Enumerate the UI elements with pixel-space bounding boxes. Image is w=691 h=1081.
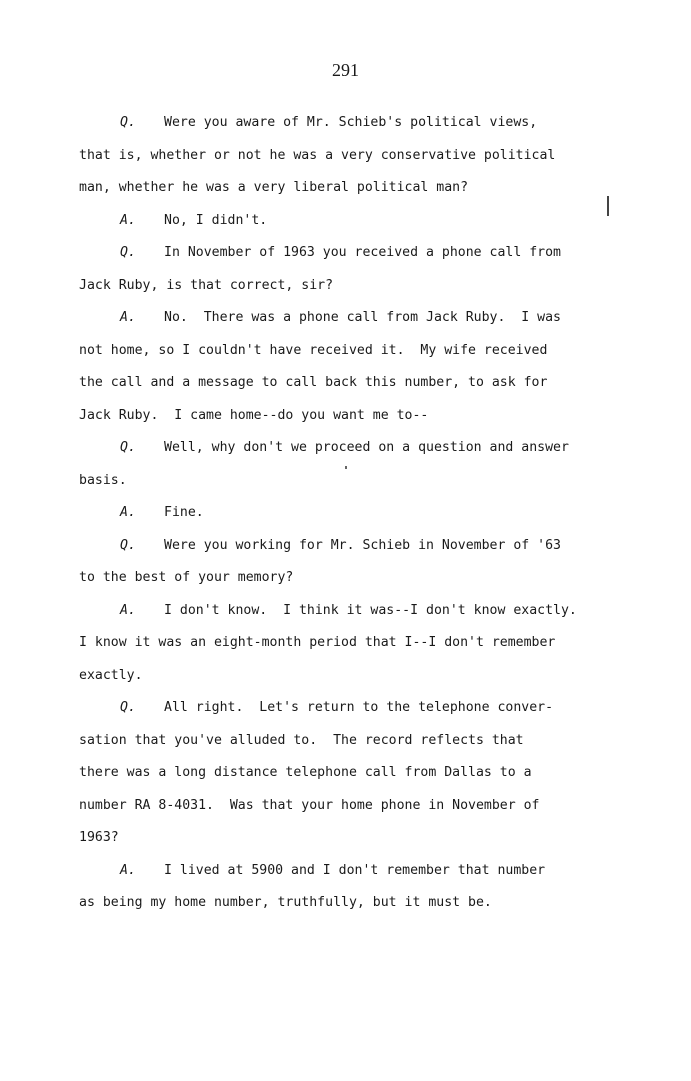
transcript-line	[79, 172, 609, 205]
speaker-label: A.	[120, 602, 136, 618]
transcript-line	[79, 855, 609, 888]
speaker-label: Q.	[120, 537, 136, 553]
transcript-line	[79, 822, 609, 855]
line-text: there was a long distance telephone call from Dallas to a	[79, 765, 532, 780]
line-text: Jack Ruby. I came home--do you want me to--	[79, 407, 429, 423]
line-text: No, I didn't.	[164, 212, 268, 228]
transcript-line	[79, 595, 609, 628]
transcript-line	[79, 302, 609, 335]
transcript-line	[79, 497, 609, 530]
line-text: basis.	[79, 472, 127, 488]
transcript-line	[79, 335, 609, 368]
line-text: Were you aware of Mr. Schieb's political views,	[164, 115, 538, 130]
line-text: the call and a message to call back this number, to ask for	[79, 375, 548, 390]
line-text: I don't know. I think it was--I don't know exactly.	[164, 602, 577, 618]
line-text: that is, whether or not he was a very conservative political	[79, 147, 556, 163]
speaker-label: Q.	[120, 700, 136, 715]
transcript-line	[79, 790, 609, 823]
transcript-line	[79, 270, 609, 303]
line-text: exactly.	[79, 667, 143, 683]
speaker-label: A.	[120, 310, 136, 325]
line-text: not home, so I couldn't have received it. My wife received	[79, 342, 548, 358]
transcript-line	[79, 237, 609, 270]
line-text: I lived at 5900 and I don't remember that number	[164, 862, 546, 878]
line-text: as being my home number, truthfully, but it must be.	[79, 895, 492, 910]
transcript-line	[79, 400, 609, 433]
transcript-line	[79, 432, 609, 465]
transcript-body	[79, 107, 609, 920]
transcript-line	[79, 692, 609, 725]
line-text: Fine.	[164, 505, 204, 520]
line-text: Were you working for Mr. Schieb in November of '63	[164, 537, 561, 553]
transcript-line	[79, 140, 609, 173]
speaker-label: A.	[120, 505, 136, 520]
line-text: I know it was an eight-month period that I--I don't remember	[79, 635, 556, 650]
speaker-label: A.	[120, 212, 136, 228]
transcript-line	[79, 660, 609, 693]
transcript-line	[79, 725, 609, 758]
transcript-line	[79, 757, 609, 790]
transcript-line	[79, 562, 609, 595]
line-text: number RA 8-4031. Was that your home phone in November of	[79, 797, 540, 813]
transcript-line	[79, 465, 609, 498]
transcript-line	[79, 107, 609, 140]
transcript-line	[79, 887, 609, 920]
speaker-label: Q.	[120, 440, 136, 455]
line-text: Well, why don't we proceed on a question and answer	[164, 440, 569, 455]
line-text: 1963?	[79, 830, 119, 845]
line-text: Jack Ruby, is that correct, sir?	[79, 277, 334, 293]
speaker-label: A.	[120, 862, 136, 878]
line-text: No. There was a phone call from Jack Ruby. I was	[164, 310, 561, 325]
line-text: All right. Let's return to the telephone conver-	[164, 700, 554, 715]
transcript-line	[79, 627, 609, 660]
transcript-line	[79, 530, 609, 563]
transcript-line	[79, 367, 609, 400]
speaker-label: Q.	[120, 115, 136, 130]
line-text: to the best of your memory?	[79, 570, 294, 585]
line-text: In November of 1963 you received a phone call from	[164, 245, 561, 260]
line-text: man, whether he was a very liberal political man?	[79, 180, 469, 195]
line-text: sation that you've alluded to. The record reflects that	[79, 732, 524, 748]
transcript-line	[79, 205, 609, 238]
speaker-label: Q.	[120, 245, 136, 260]
page-number: 291	[332, 60, 359, 80]
